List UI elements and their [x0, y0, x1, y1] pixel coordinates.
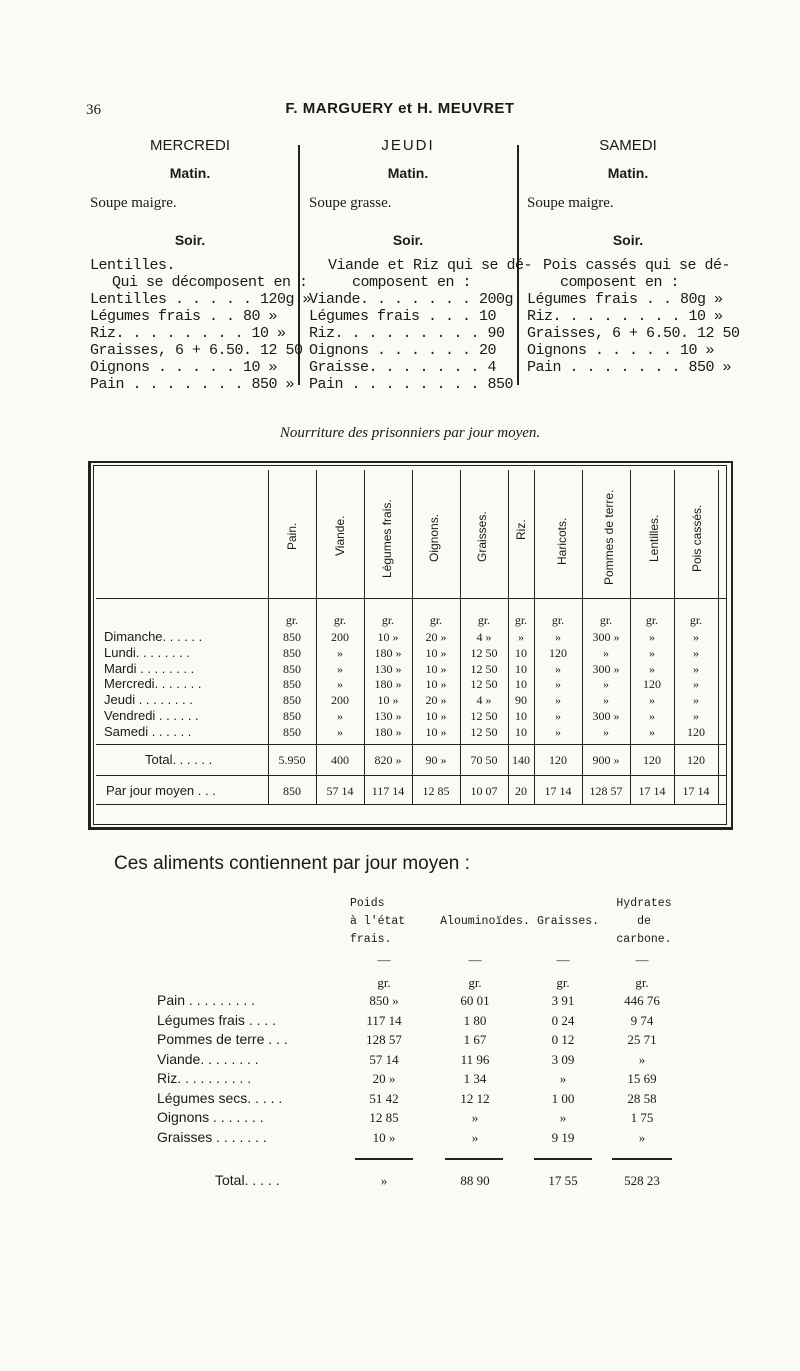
table-cell: » [337, 645, 343, 660]
table-cell: 850 [283, 630, 301, 644]
table-cell: 120 [643, 677, 661, 692]
column-dash: — [468, 952, 482, 967]
unit-label: gr. [645, 613, 659, 627]
table-cell: 128 57 [366, 1032, 402, 1047]
unit-label: gr. [468, 975, 482, 990]
total-cell: 90 » [425, 753, 447, 767]
table-cell: » [555, 630, 561, 644]
total-cell: 17 55 [548, 1173, 578, 1188]
table-cell: » [471, 1110, 479, 1125]
menu-morning-label: Matin. [169, 165, 211, 181]
table-cell: 117 14 [366, 1012, 402, 1028]
menu-morning: Soupe grasse. [309, 195, 392, 211]
table-cell: 10 » [425, 645, 447, 660]
total-cell: 5.950 [278, 753, 306, 767]
total-row-label: Total. . . . . [215, 1172, 280, 1188]
table-row-label: Jeudi . . . . . . . . [104, 692, 193, 708]
average-cell: 10 07 [470, 784, 498, 798]
total-cell: 820 » [374, 753, 402, 767]
table-row-label: Samedi . . . . . . [104, 723, 192, 739]
col-header-oignons: Oignons. [427, 513, 441, 562]
table-cell: 10 [515, 709, 527, 723]
table-cell: 10 » [425, 724, 447, 739]
table-cell: » [337, 724, 343, 739]
table-cell: 3 09 [551, 1051, 575, 1067]
col-header-hydrates: Hydrates de carbone. [616, 897, 672, 946]
table-cell: 20 » [372, 1071, 396, 1086]
table-cell: 11 96 [460, 1051, 490, 1067]
menu-line: Pain . . . . . . . 850 » [527, 359, 732, 376]
table-row-label: Dimanche. . . . . . [104, 629, 203, 644]
table-cell: 20 » [425, 630, 447, 644]
unit-label: gr. [556, 975, 570, 990]
table-cell: 90 [515, 693, 527, 708]
table-cell: 25 71 [627, 1032, 657, 1047]
table-row-label: Viande. . . . . . . . [157, 1050, 259, 1067]
table-cell: » [559, 1071, 567, 1086]
col-header-viande: Viande. [333, 515, 347, 556]
total-cell: 120 [687, 753, 705, 767]
total-cell: 120 [643, 753, 661, 767]
table-row-label: Oignons . . . . . . . [157, 1109, 264, 1125]
table-cell: 10 » [425, 661, 447, 676]
table-cell: 120 [687, 724, 705, 739]
menu-day: SAMEDI [599, 137, 657, 154]
average-cell: 128 57 [589, 784, 623, 798]
table-cell: » [603, 677, 609, 692]
average-cell: 57 14 [326, 784, 354, 798]
table-cell: 850 [283, 661, 301, 676]
table-cell: 12 85 [369, 1110, 399, 1125]
table-row-label: Pommes de terre . . . [157, 1031, 288, 1047]
table-row-label: Vendredi . . . . . . [104, 708, 199, 723]
average-cell: 17 14 [682, 784, 710, 798]
table-cell: 4 » [476, 630, 492, 644]
table-cell: » [649, 693, 655, 708]
table-cell: 28 58 [627, 1090, 657, 1106]
table-cell: » [649, 630, 655, 644]
unit-label: gr. [285, 613, 299, 627]
column-dash: — [635, 952, 649, 967]
unit-label: gr. [599, 613, 613, 627]
menu-line: Graisses, 6 + 6.50. 12 50 [527, 325, 740, 342]
menu-line: Viande et Riz qui se dé- [328, 257, 533, 274]
table-cell: » [693, 630, 699, 644]
col-header-riz: Riz. [514, 519, 528, 540]
table-cell: 3 91 [551, 993, 575, 1008]
unit-label: gr. [429, 613, 443, 627]
menu-line: Légumes frais . . . 10 [309, 308, 497, 325]
table-row-label: Pain . . . . . . . . . [157, 992, 256, 1008]
table-cell: 200 [331, 693, 349, 708]
col-header-pain: Pain. [285, 522, 299, 550]
table-row-label: Légumes frais . . . . [157, 1011, 277, 1028]
menu-evening-label: Soir. [392, 232, 424, 248]
table-cell: » [693, 661, 699, 676]
menu-line: Oignons . . . . . . 20 [309, 342, 497, 359]
table-cell: 9 74 [630, 1012, 654, 1028]
menu-day: MERCREDI [149, 137, 230, 154]
average-cell: 17 14 [638, 784, 666, 798]
unit-label: gr. [635, 975, 649, 990]
col-header-graisses: Graisses. [536, 915, 600, 928]
col-header-lentilles: Lentilles. [647, 514, 661, 562]
table-cell: » [559, 1110, 567, 1125]
total-cell: 88 90 [460, 1173, 490, 1188]
table-cell: » [649, 709, 655, 723]
table-cell: 0 12 [551, 1032, 575, 1047]
table-cell: » [649, 645, 655, 660]
table-cell: » [693, 693, 699, 708]
table-cell: » [603, 645, 609, 660]
table-cell: 850 [283, 693, 301, 708]
menu-morning-label: Matin. [387, 165, 429, 181]
page-number: 36 [86, 102, 101, 118]
menu-morning: Soupe maigre. [90, 195, 177, 211]
table-cell: » [555, 724, 561, 739]
table-cell: 10 » [377, 693, 399, 708]
table-cell: » [337, 709, 343, 723]
average-cell: 117 14 [371, 784, 405, 798]
table-cell: 12 12 [460, 1090, 490, 1106]
table-cell: 12 50 [470, 724, 498, 739]
col-header-legumes-frais: Légumes frais. [380, 499, 394, 578]
col-header-albuminoides: Alouminoïdes. [440, 915, 530, 928]
menu-line: composent en : [352, 274, 472, 291]
average-cell: 17 14 [544, 784, 572, 798]
table-cell: 850 » [369, 993, 399, 1008]
total-cell: 900 » [592, 753, 620, 767]
table-cell: 300 » [592, 709, 620, 723]
table-cell: 850 [283, 677, 301, 692]
menu-line: Pain . . . . . . . . 850 [309, 376, 514, 393]
table-cell: 12 50 [470, 677, 498, 692]
menu-line: composent en : [560, 274, 680, 291]
unit-label: gr. [514, 613, 528, 627]
menu-line: Graisse. . . . . . . 4 [309, 359, 497, 376]
table-row-label: Lundi. . . . . . . . [104, 644, 190, 660]
col-header-poids: Poids à l'état frais. [350, 897, 406, 946]
col-header-pommes-de-terre: Pommes de terre. [602, 489, 616, 585]
table1-caption: Nourriture des prisonniers par jour moyen. [279, 425, 541, 441]
table-row-label: Mardi . . . . . . . . [104, 660, 195, 676]
table-cell: » [693, 709, 699, 723]
menu-line: Oignons . . . . . 10 » [90, 359, 278, 376]
running-head: F. MARGUERY et H. MEUVRET [285, 100, 515, 117]
table-cell: 300 » [592, 630, 620, 644]
menu-line: Qui se décomposent en : [112, 274, 308, 291]
table-cell: » [518, 630, 524, 644]
total-cell: 400 [331, 753, 349, 767]
unit-label: gr. [381, 613, 395, 627]
table-cell: 850 [283, 724, 301, 739]
table-cell: 300 » [592, 661, 620, 676]
table-cell: » [337, 661, 343, 676]
table-cell: 10 » [372, 1129, 396, 1145]
table-cell: » [649, 661, 655, 676]
menu-line: Graisses, 6 + 6.50. 12 50 [90, 342, 303, 359]
table-cell: » [555, 709, 561, 723]
table-cell: 1 75 [630, 1110, 654, 1125]
table-cell: 180 » [374, 645, 402, 660]
table-cell: » [337, 677, 343, 692]
menu-line: Riz. . . . . . . . . 90 [309, 325, 505, 342]
table-cell: 850 [283, 645, 301, 660]
table-cell: 10 » [377, 630, 399, 644]
table-cell: » [693, 677, 699, 692]
table-cell: » [603, 693, 609, 708]
total-cell: 140 [512, 753, 530, 767]
table-cell: 1 34 [463, 1071, 487, 1086]
table-cell: » [555, 661, 561, 676]
menu-line: Légumes frais . . 80g » [527, 291, 723, 308]
table-cell: 120 [549, 645, 567, 660]
table1-column-rule [718, 470, 719, 804]
table-cell: 0 24 [551, 1012, 575, 1028]
table-cell: 51 42 [369, 1090, 399, 1106]
table-cell: » [555, 677, 561, 692]
table-cell: 10 [515, 645, 527, 660]
table-cell: 1 00 [551, 1090, 575, 1106]
average-cell: 12 85 [422, 784, 450, 798]
table-cell: 130 » [374, 709, 402, 723]
table-cell: 10 » [425, 677, 447, 692]
table-cell: 180 » [374, 724, 402, 739]
unit-label: gr. [551, 613, 565, 627]
table-cell: 446 76 [624, 993, 660, 1008]
table-row-label: Riz. . . . . . . . . . [157, 1070, 252, 1086]
table-cell: » [603, 724, 609, 739]
menu-line: Riz. . . . . . . . 10 » [527, 308, 723, 325]
unit-label: gr. [333, 613, 347, 627]
total-cell: 70 50 [470, 753, 498, 767]
average-cell: 20 [515, 784, 527, 798]
table-cell: 10 [515, 724, 527, 739]
table-cell: 1 80 [463, 1012, 487, 1028]
table-row-label: Graisses . . . . . . . [157, 1128, 267, 1145]
column-dash: — [377, 952, 391, 967]
table-cell: 12 50 [470, 661, 498, 676]
menu-morning-label: Matin. [607, 165, 649, 181]
table-cell: 57 14 [369, 1051, 399, 1067]
menu-line: Pois cassés qui se dé- [543, 257, 731, 274]
menu-line: Pain . . . . . . . 850 » [90, 376, 295, 393]
menu-line: Légumes frais . . 80 » [90, 308, 278, 325]
total-cell: » [380, 1173, 388, 1188]
table-cell: 10 [515, 677, 527, 692]
unit-label: gr. [477, 613, 491, 627]
table-cell: 130 » [374, 661, 402, 676]
menu-evening-label: Soir. [612, 232, 644, 248]
menu-line: Lentilles . . . . . 120g » [90, 291, 312, 308]
col-header-graisses: Graisses. [475, 511, 489, 562]
table-cell: 10 [515, 661, 527, 676]
average-row-label: Par jour moyen . . . [106, 783, 216, 798]
col-header-pois-casses: Pois cassés. [690, 504, 704, 572]
table-cell: » [638, 1051, 646, 1067]
unit-label: gr. [377, 975, 391, 990]
table-cell: 4 » [476, 693, 492, 708]
menu-line: Oignons . . . . . 10 » [527, 342, 715, 359]
table-cell: » [638, 1129, 646, 1145]
col-header-haricots: Haricots. [555, 517, 569, 565]
table-cell: » [693, 645, 699, 660]
column-dash: — [556, 952, 570, 967]
table-cell: » [471, 1129, 479, 1145]
table-cell: 60 01 [460, 993, 490, 1008]
unit-label: gr. [689, 613, 703, 627]
average-cell: 850 [283, 784, 301, 798]
table-row-label: Légumes secs. . . . . [157, 1089, 283, 1106]
table-cell: » [649, 724, 655, 739]
menu-line: Riz. . . . . . . . 10 » [90, 325, 286, 342]
table-row-label: Mercredi. . . . . . . [104, 676, 202, 692]
menu-line: Viande. . . . . . . 200g [309, 291, 514, 308]
total-row-label: Total. . . . . . [145, 752, 213, 767]
total-cell: 528 23 [624, 1173, 660, 1188]
table-cell: 180 » [374, 677, 402, 692]
table-cell: 850 [283, 709, 301, 723]
menu-evening-label: Soir. [174, 232, 206, 248]
table-cell: 10 » [425, 709, 447, 723]
menu-day: JEUDI [381, 137, 435, 154]
menu-morning: Soupe maigre. [527, 195, 614, 211]
table-cell: 1 67 [463, 1032, 487, 1047]
table2-heading: Ces aliments contiennent par jour moyen : [114, 853, 470, 874]
menu-line: Lentilles. [90, 257, 176, 274]
table-cell: 12 50 [470, 645, 498, 660]
table-cell: 9 19 [551, 1129, 575, 1145]
total-cell: 120 [549, 753, 567, 767]
table-cell: 12 50 [470, 709, 498, 723]
table-cell: 15 69 [627, 1071, 657, 1086]
table-cell: » [555, 693, 561, 708]
table-cell: 20 » [425, 693, 447, 708]
table-cell: 200 [331, 630, 349, 644]
